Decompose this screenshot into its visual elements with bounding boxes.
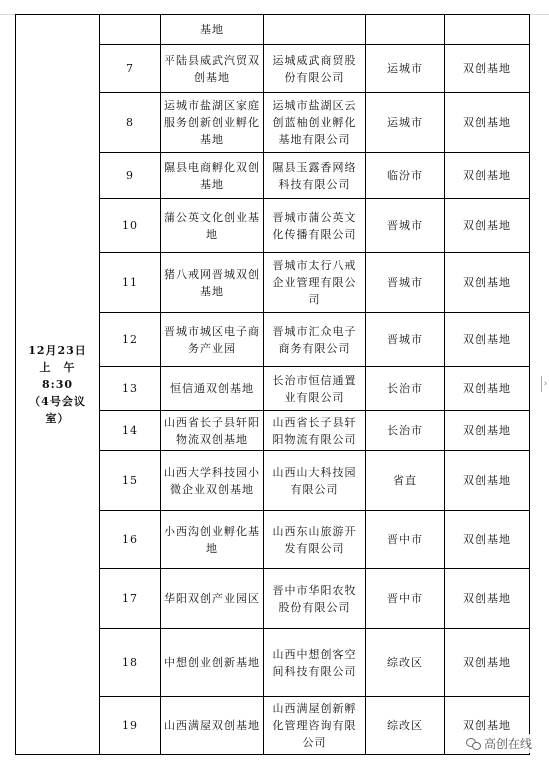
session-date: 12月23日 xyxy=(28,344,87,357)
company-name: 山西中想创客空间科技有限公司 xyxy=(264,629,366,697)
base-type xyxy=(445,15,530,45)
session-period: 上 午 xyxy=(39,361,76,374)
company-name xyxy=(264,15,366,45)
row-number: 10 xyxy=(100,199,161,253)
row-number: 19 xyxy=(100,697,161,755)
city: 晋中市 xyxy=(366,569,445,629)
base-name: 运城市盐湖区家庭服务创新创业孵化基地 xyxy=(161,93,264,153)
base-name: 基地 xyxy=(161,15,264,45)
company-name: 长治市恒信通置业有限公司 xyxy=(264,367,366,411)
company-name: 晋中市华阳农牧股份有限公司 xyxy=(264,569,366,629)
base-name: 平陆县威武汽贸双创基地 xyxy=(161,45,264,93)
company-name: 山西满屋创新孵化管理咨询有限公司 xyxy=(264,697,366,755)
table-row xyxy=(16,15,530,45)
base-type: 双创基地 xyxy=(445,313,530,367)
base-name: 蒲公英文化创业基地 xyxy=(161,199,264,253)
company-name: 山西省长子县轩阳物流有限公司 xyxy=(264,411,366,451)
page-top-margin xyxy=(0,0,549,15)
wechat-icon xyxy=(466,738,480,750)
company-name: 晋城市蒲公英文化传播有限公司 xyxy=(264,199,366,253)
row-number: 9 xyxy=(100,153,161,199)
schedule-table xyxy=(15,14,530,755)
base-type: 双创基地 xyxy=(445,153,530,199)
row-number: 16 xyxy=(100,511,161,569)
base-name: 中想创业创新基地 xyxy=(161,629,264,697)
company-name: 隰县玉露香网络科技有限公司 xyxy=(264,153,366,199)
base-name: 山西省长子县轩阳物流双创基地 xyxy=(161,411,264,451)
city: 运城市 xyxy=(366,45,445,93)
row-number: 15 xyxy=(100,451,161,511)
row-number: 11 xyxy=(100,253,161,313)
base-type: 双创基地 xyxy=(445,569,530,629)
row-number: 18 xyxy=(100,629,161,697)
base-type: 双创基地 xyxy=(445,411,530,451)
city: 晋城市 xyxy=(366,199,445,253)
base-type: 双创基地 xyxy=(445,451,530,511)
base-name: 晋城市城区电子商务产业园 xyxy=(161,313,264,367)
base-name: 华阳双创产业园区 xyxy=(161,569,264,629)
session-time-cell xyxy=(16,15,100,755)
row-number: 17 xyxy=(100,569,161,629)
watermark xyxy=(463,734,535,753)
city: 长治市 xyxy=(366,411,445,451)
city: 晋城市 xyxy=(366,253,445,313)
city: 长治市 xyxy=(366,367,445,411)
base-type: 双创基地 xyxy=(445,199,530,253)
session-room-cont: 室） xyxy=(45,412,70,425)
row-number: 12 xyxy=(100,313,161,367)
company-name: 晋城市太行八戒企业管理有限公司 xyxy=(264,253,366,313)
base-name: 隰县电商孵化双创基地 xyxy=(161,153,264,199)
city: 综改区 xyxy=(366,697,445,755)
row-number: 14 xyxy=(100,411,161,451)
base-type: 双创基地 xyxy=(445,367,530,411)
base-type: 双创基地 xyxy=(445,697,530,755)
city: 省直 xyxy=(366,451,445,511)
base-type: 双创基地 xyxy=(445,511,530,569)
base-type: 双创基地 xyxy=(445,93,530,153)
base-type: 双创基地 xyxy=(445,45,530,93)
city: 综改区 xyxy=(366,629,445,697)
base-name: 山西满屋双创基地 xyxy=(161,697,264,755)
company-name: 运城威武商贸股份有限公司 xyxy=(264,45,366,93)
row-number: 7 xyxy=(100,45,161,93)
session-time: 8:30 xyxy=(41,378,74,391)
base-name: 山西大学科技园小微企业双创基地 xyxy=(161,451,264,511)
session-room: （4号会议 xyxy=(29,395,86,408)
city: 临汾市 xyxy=(366,153,445,199)
company-name: 运城市盐湖区云创蓝柚创业孵化基地有限公司 xyxy=(264,93,366,153)
base-type: 双创基地 xyxy=(445,253,530,313)
company-name: 山西山大科技园有限公司 xyxy=(264,451,366,511)
city: 晋城市 xyxy=(366,313,445,367)
company-name: 晋城市汇众电子商务有限公司 xyxy=(264,313,366,367)
base-name: 恒信通双创基地 xyxy=(161,367,264,411)
city xyxy=(366,15,445,45)
row-number: 8 xyxy=(100,93,161,153)
base-name: 小西沟创业孵化基地 xyxy=(161,511,264,569)
row-number: 13 xyxy=(100,367,161,411)
company-name: 山西东山旅游开发有限公司 xyxy=(264,511,366,569)
watermark-text: 高创在线 xyxy=(483,737,532,751)
base-name: 猪八戒网晋城双创基地 xyxy=(161,253,264,313)
page-edge-marker: › xyxy=(541,376,549,392)
city: 晋中市 xyxy=(366,511,445,569)
row-number xyxy=(100,15,161,45)
city: 运城市 xyxy=(366,93,445,153)
base-type: 双创基地 xyxy=(445,629,530,697)
